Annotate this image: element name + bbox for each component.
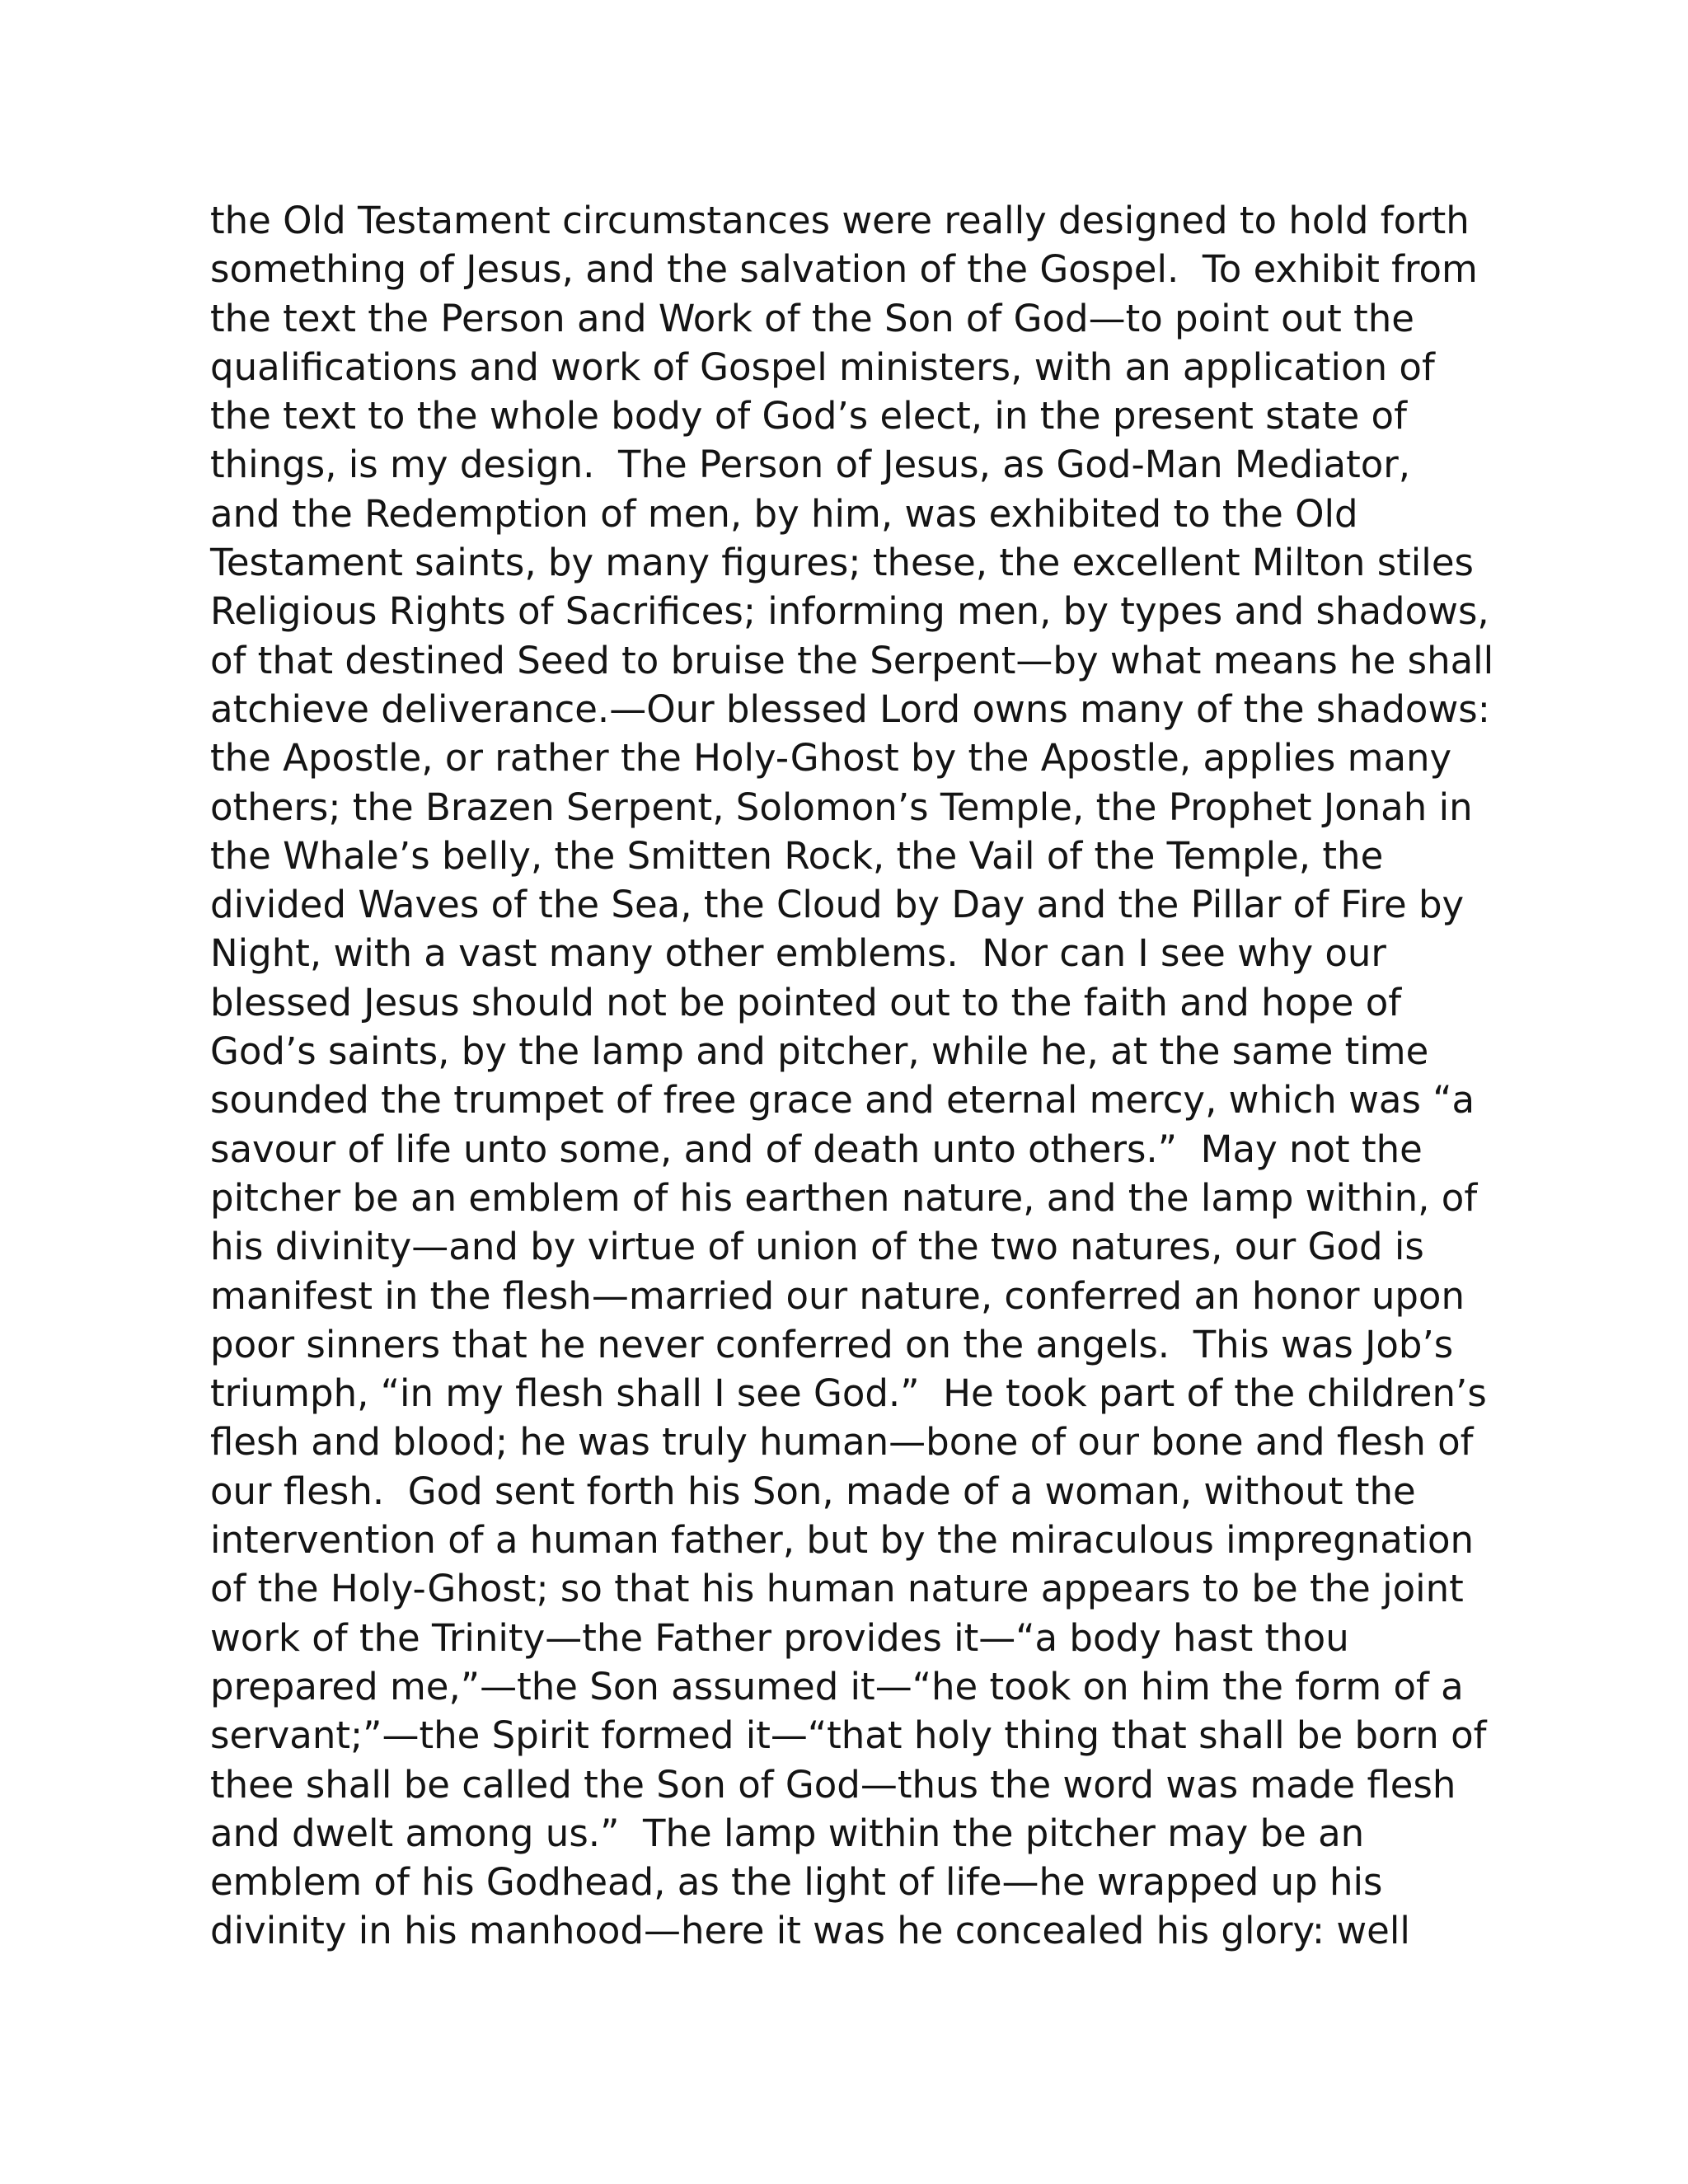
text-line: blessed Jesus should not be pointed out to the faith and hope of — [210, 980, 1402, 1024]
text-line: others; the Brazen Serpent, Solomon’s Temple, the Prophet Jonah in — [210, 785, 1473, 829]
text-line: of the Holy-Ghost; so that his human nature appears to be the joint — [210, 1567, 1464, 1611]
text-line: servant;”—the Spirit formed it—“that holy thing that shall be born of — [210, 1713, 1487, 1758]
text-line: and the Redemption of men, by him, was exhibited to the Old — [210, 491, 1358, 536]
text-line: emblem of his Godhead, as the light of life—he wrapped up his — [210, 1860, 1383, 1905]
text-line: the text the Person and Work of the Son of God—to point out the — [210, 296, 1414, 340]
text-line: God’s saints, by the lamp and pitcher, while he, at the same time — [210, 1029, 1429, 1074]
text-line: poor sinners that he never conferred on the angels. This was Job’s — [210, 1322, 1454, 1366]
text-line: thee shall be called the Son of God—thus the word was made flesh — [210, 1762, 1456, 1807]
text-line: our flesh. God sent forth his Son, made of a woman, without the — [210, 1469, 1416, 1513]
text-line: atchieve deliverance.—Our blessed Lord owns many of the shadows: — [210, 687, 1490, 731]
text-line: divinity in his manhood—here it was he concealed his glory: well — [210, 1909, 1410, 1953]
text-line: pitcher be an emblem of his earthen nature, and the lamp within, of — [210, 1175, 1478, 1220]
text-line: the Whale’s belly, the Smitten Rock, the Vail of the Temple, the — [210, 833, 1384, 878]
text-line: the text to the whole body of God’s elect, in the present state of — [210, 394, 1407, 438]
text-line: his divinity—and by virtue of union of the two natures, our God is — [210, 1225, 1424, 1269]
text-line: the Apostle, or rather the Holy-Ghost by the Apostle, applies many — [210, 736, 1452, 780]
text-line: intervention of a human father, but by the miraculous impregnation — [210, 1518, 1475, 1563]
text-line: divided Waves of the Sea, the Cloud by Day and the Pillar of Fire by — [210, 883, 1465, 927]
text-line: flesh and blood; he was truly human—bone of our bone and flesh of — [210, 1420, 1474, 1465]
text-line: work of the Trinity—the Father provides it—“a body hast thou — [210, 1615, 1349, 1660]
text-line: prepared me,”—the Son assumed it—“he took on him the form of a — [210, 1664, 1464, 1708]
text-line: triumph, “in my flesh shall I see God.” He took part of the children’s — [210, 1371, 1487, 1416]
text-line: savour of life unto some, and of death unto others.” May not the — [210, 1127, 1423, 1171]
text-line: sounded the trumpet of free grace and eternal mercy, which was “a — [210, 1078, 1475, 1122]
text-line: of that destined Seed to bruise the Serpent—by what means he shall — [210, 638, 1494, 682]
text-line: Night, with a vast many other emblems. Nor can I see why our — [210, 931, 1386, 976]
text-line: and dwelt among us.” The lamp within the pitcher may be an — [210, 1811, 1365, 1855]
text-line: the Old Testament circumstances were really designed to hold forth — [210, 199, 1470, 242]
text-line: Testament saints, by many figures; these, the excellent Milton stiles — [210, 541, 1474, 585]
text-line: something of Jesus, and the salvation of the Gospel. To exhibit from — [210, 247, 1478, 292]
text-line: manifest in the flesh—married our nature, conferred an honor upon — [210, 1273, 1465, 1318]
text-line: things, is my design. The Person of Jesus, as God-Man Mediator, — [210, 443, 1411, 487]
body-text — [210, 196, 1496, 1956]
text-line: Religious Rights of Sacrifices; informing men, by types and shadows, — [210, 589, 1489, 634]
text-line: qualifications and work of Gospel ministers, with an application of — [210, 344, 1435, 389]
